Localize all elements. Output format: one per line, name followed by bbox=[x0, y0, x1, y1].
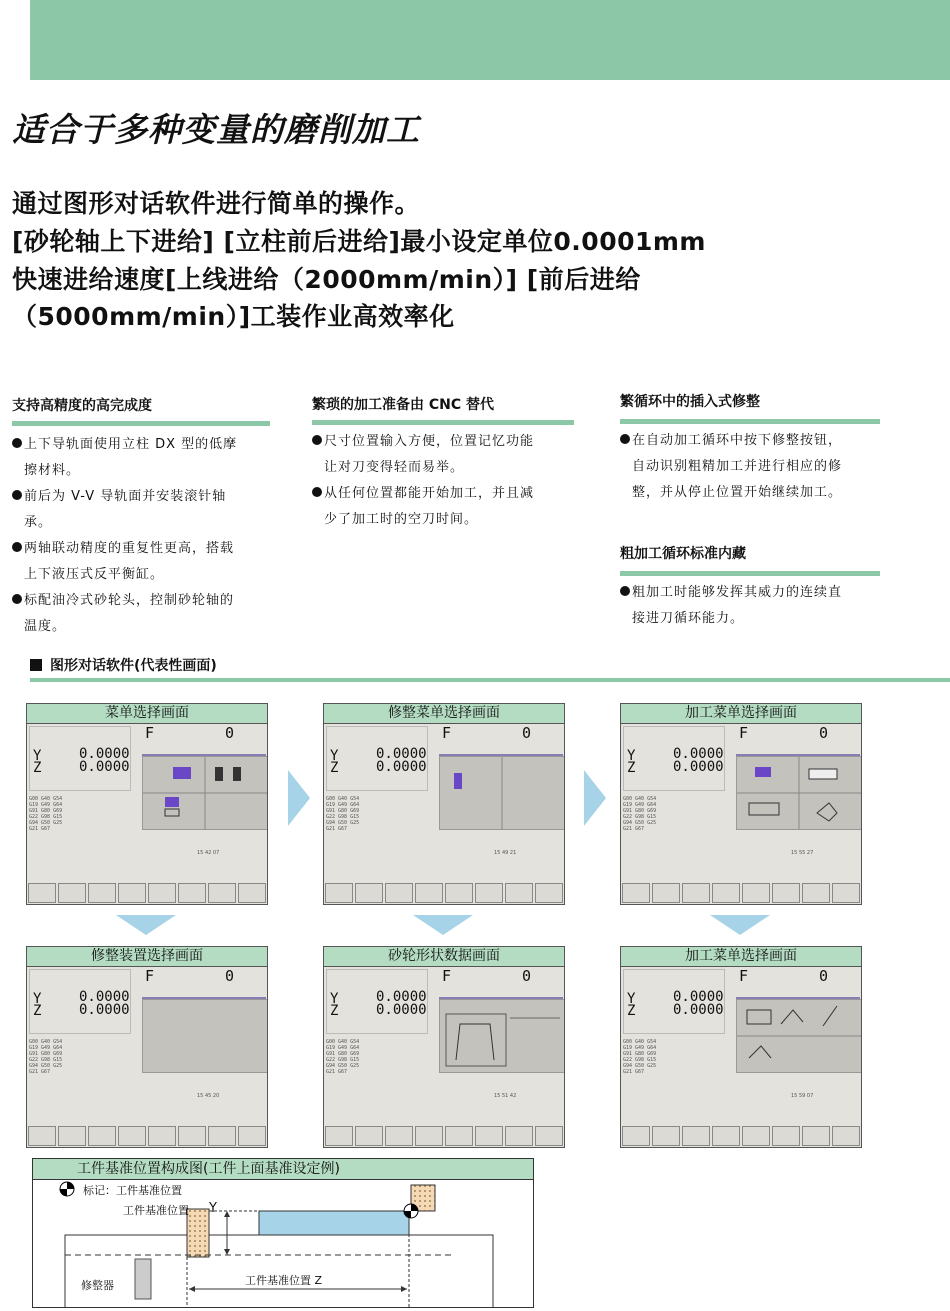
z-axis-label: Z bbox=[330, 1003, 339, 1019]
bullet-dot-icon bbox=[312, 487, 322, 497]
y-axis-label: Y bbox=[330, 991, 339, 1007]
y-value: 0.0000 bbox=[376, 746, 427, 762]
arrow-right-icon bbox=[584, 770, 606, 826]
list-item: 粗加工时能够发挥其威力的连续直 接进刀循环能力。 bbox=[620, 580, 880, 632]
screen-machining-menu-select bbox=[620, 703, 862, 905]
softkey[interactable] bbox=[742, 883, 770, 903]
arrow-right-icon bbox=[288, 770, 310, 826]
menu-panel bbox=[736, 999, 862, 1073]
softkey[interactable] bbox=[58, 1126, 86, 1146]
feature-column-2 bbox=[312, 394, 574, 533]
lead-line-2: [砂轮轴上下进给] [立柱前后进给]最小设定单位0.0001mm bbox=[12, 227, 706, 256]
softkey[interactable] bbox=[148, 1126, 176, 1146]
y-axis-label: Y bbox=[330, 748, 339, 764]
z-value: 0.0000 bbox=[79, 759, 130, 775]
clock-readout: 15 42 07 bbox=[197, 850, 220, 856]
wheel-shape-drawing bbox=[440, 1000, 564, 1072]
bullet-dot-icon bbox=[620, 586, 630, 596]
softkey[interactable] bbox=[802, 1126, 830, 1146]
softkey[interactable] bbox=[622, 883, 650, 903]
z-value: 0.0000 bbox=[376, 1002, 427, 1018]
square-bullet-icon bbox=[30, 659, 42, 671]
z-axis-label: Z bbox=[627, 760, 636, 776]
lead-line-3: 快速进给速度[上线进给（2000mm/min）] [前后进给 bbox=[12, 265, 641, 294]
screen-caption: 加工菜单选择画面 bbox=[621, 704, 861, 724]
y-value: 0.0000 bbox=[673, 746, 724, 762]
reference-position-diagram bbox=[32, 1158, 534, 1308]
diagram-title: 工件基准位置构成图(工件上面基准设定例) bbox=[33, 1159, 533, 1180]
feed-label: F bbox=[739, 967, 749, 985]
softkey[interactable] bbox=[355, 1126, 383, 1146]
z-value: 0.0000 bbox=[673, 1002, 724, 1018]
list-item: 上下导轨面使用立柱 DX 型的低摩 擦材料。 bbox=[12, 432, 270, 484]
arrow-down-icon bbox=[413, 915, 473, 935]
softkey[interactable] bbox=[772, 1126, 800, 1146]
column-rule bbox=[12, 421, 270, 426]
y-value: 0.0000 bbox=[673, 989, 724, 1005]
column-title: 粗加工循环标准内藏 bbox=[620, 546, 746, 562]
list-item: 两轴联动精度的重复性更高，搭载 上下液压式反平衡缸。 bbox=[12, 536, 270, 588]
menu-panel bbox=[439, 756, 565, 830]
arrow-down-icon bbox=[116, 915, 176, 935]
shape-panel bbox=[439, 999, 565, 1073]
softkey[interactable] bbox=[622, 1126, 650, 1146]
y-value: 0.0000 bbox=[79, 746, 130, 762]
screen-caption: 修整菜单选择画面 bbox=[324, 704, 564, 724]
z-axis-label: Z bbox=[330, 760, 339, 776]
softkey[interactable] bbox=[118, 1126, 146, 1146]
y-axis-label: Y bbox=[33, 991, 42, 1007]
feed-label: F bbox=[739, 724, 749, 742]
softkey[interactable] bbox=[832, 1126, 860, 1146]
softkey[interactable] bbox=[652, 1126, 680, 1146]
softkey[interactable] bbox=[415, 883, 443, 903]
softkey[interactable] bbox=[28, 883, 56, 903]
section-rule bbox=[30, 678, 950, 682]
screen-caption: 修整装置选择画面 bbox=[27, 947, 267, 967]
clock-readout: 15 45 20 bbox=[197, 1093, 220, 1099]
menu-icons bbox=[737, 757, 861, 829]
list-item: 尺寸位置输入方便，位置记忆功能 让对刀变得轻而易举。 bbox=[312, 429, 574, 481]
bullet-dot-icon bbox=[620, 434, 630, 444]
softkey[interactable] bbox=[475, 1126, 503, 1146]
softkey[interactable] bbox=[445, 1126, 473, 1146]
softkey[interactable] bbox=[325, 883, 353, 903]
gcode-list: G00 G40 G54 G19 G49 G64 G91 G80 G69 G22 G98 G15 G94 G50 G25 G21 G67 bbox=[623, 796, 657, 832]
softkey-row bbox=[621, 882, 861, 904]
softkey[interactable] bbox=[682, 1126, 710, 1146]
softkey-row bbox=[324, 1125, 564, 1147]
softkey[interactable] bbox=[415, 1126, 443, 1146]
softkey[interactable] bbox=[58, 883, 86, 903]
feed-value: 0 bbox=[522, 967, 532, 985]
y-axis-label: Y bbox=[627, 991, 636, 1007]
feature-column-4 bbox=[620, 543, 880, 632]
softkey-row bbox=[27, 882, 267, 904]
gcode-list: G00 G40 G54 G19 G49 G64 G91 G80 G69 G22 G98 G15 G94 G50 G25 G21 G67 bbox=[326, 1039, 360, 1075]
softkey[interactable] bbox=[355, 883, 383, 903]
menu-icons bbox=[440, 757, 564, 829]
softkey[interactable] bbox=[238, 1126, 266, 1146]
softkey[interactable] bbox=[88, 1126, 116, 1146]
screen-caption: 菜单选择画面 bbox=[27, 704, 267, 724]
feed-value: 0 bbox=[225, 967, 235, 985]
bullet-dot-icon bbox=[12, 594, 22, 604]
softkey[interactable] bbox=[652, 883, 680, 903]
softkey[interactable] bbox=[712, 883, 740, 903]
bullet-dot-icon bbox=[12, 542, 22, 552]
feed-value: 0 bbox=[522, 724, 532, 742]
screen-caption: 加工菜单选择画面 bbox=[621, 947, 861, 967]
gcode-list: G00 G40 G54 G19 G49 G64 G91 G80 G69 G22 G98 G15 G94 G50 G25 G21 G67 bbox=[29, 1039, 63, 1075]
page-title: 适合于多种变量的磨削加工 bbox=[12, 110, 420, 149]
softkey[interactable] bbox=[148, 883, 176, 903]
softkey[interactable] bbox=[445, 883, 473, 903]
feed-label: F bbox=[442, 724, 452, 742]
column-rule bbox=[312, 420, 574, 425]
softkey[interactable] bbox=[208, 883, 236, 903]
bullet-dot-icon bbox=[12, 490, 22, 500]
menu-panel bbox=[142, 756, 268, 830]
softkey[interactable] bbox=[772, 883, 800, 903]
bullet-dot-icon bbox=[12, 438, 22, 448]
clock-readout: 15 59 07 bbox=[791, 1093, 814, 1099]
column-rule bbox=[620, 571, 880, 576]
list-item: 在自动加工循环中按下修整按钮， 自动识别粗精加工并进行相应的修 整，并从停止位置开始继续加工。 bbox=[620, 428, 880, 506]
feed-label: F bbox=[145, 967, 155, 985]
softkey[interactable] bbox=[712, 1126, 740, 1146]
softkey[interactable] bbox=[832, 883, 860, 903]
softkey[interactable] bbox=[208, 1126, 236, 1146]
softkey[interactable] bbox=[88, 883, 116, 903]
feed-value: 0 bbox=[819, 724, 829, 742]
gcode-list: G00 G40 G54 G19 G49 G64 G91 G80 G69 G22 G98 G15 G94 G50 G25 G21 G67 bbox=[326, 796, 360, 832]
screen-caption: 砂轮形状数据画面 bbox=[324, 947, 564, 967]
softkey[interactable] bbox=[505, 883, 533, 903]
section-label: 图形对话软件(代表性画面) bbox=[30, 655, 217, 675]
label-reference-z: 工件基准位置 Z bbox=[245, 1274, 323, 1287]
y-value: 0.0000 bbox=[79, 989, 130, 1005]
feature-column-1 bbox=[12, 395, 270, 640]
bullet-list bbox=[312, 429, 574, 533]
label-dresser: 修整器 bbox=[81, 1279, 114, 1292]
clock-readout: 15 51 42 bbox=[494, 1093, 517, 1099]
y-axis-label: Y bbox=[627, 748, 636, 764]
screen-wheel-shape-data bbox=[323, 946, 565, 1148]
column-title: 繁琐的加工准备由 CNC 替代 bbox=[312, 397, 495, 413]
bullet-list bbox=[620, 580, 880, 632]
softkey-row bbox=[324, 882, 564, 904]
softkey-row bbox=[27, 1125, 267, 1147]
softkey[interactable] bbox=[238, 883, 266, 903]
softkey[interactable] bbox=[535, 883, 563, 903]
gcode-list: G00 G40 G54 G19 G49 G64 G91 G80 G69 G22 G98 G15 G94 G50 G25 G21 G67 bbox=[623, 1039, 657, 1075]
z-axis-label: Z bbox=[33, 760, 42, 776]
menu-panel bbox=[736, 756, 862, 830]
y-letter: Y bbox=[209, 1201, 217, 1216]
menu-icons bbox=[737, 1000, 861, 1072]
bullet-list bbox=[620, 428, 880, 506]
column-rule bbox=[620, 419, 880, 424]
screen-menu-select bbox=[26, 703, 268, 905]
column-title: 繁循环中的插入式修整 bbox=[620, 394, 760, 410]
y-value: 0.0000 bbox=[376, 989, 427, 1005]
menu-icons bbox=[143, 757, 267, 829]
softkey-row bbox=[621, 1125, 861, 1147]
arrow-down-icon bbox=[710, 915, 770, 935]
softkey[interactable] bbox=[505, 1126, 533, 1146]
z-axis-label: Z bbox=[33, 1003, 42, 1019]
feed-value: 0 bbox=[819, 967, 829, 985]
clock-readout: 15 49 21 bbox=[494, 850, 517, 856]
feature-column-3 bbox=[620, 391, 880, 506]
feed-label: F bbox=[442, 967, 452, 985]
menu-panel bbox=[142, 999, 268, 1073]
feed-value: 0 bbox=[225, 724, 235, 742]
softkey[interactable] bbox=[178, 883, 206, 903]
softkey[interactable] bbox=[118, 883, 146, 903]
bullet-list bbox=[12, 432, 270, 640]
list-item: 标配油冷式砂轮头，控制砂轮轴的 温度。 bbox=[12, 588, 270, 640]
screen-machining-menu-select-2 bbox=[620, 946, 862, 1148]
z-value: 0.0000 bbox=[673, 759, 724, 775]
z-value: 0.0000 bbox=[376, 759, 427, 775]
gcode-list: G00 G40 G54 G19 G49 G64 G91 G80 G69 G22 G98 G15 G94 G50 G25 G21 G67 bbox=[29, 796, 63, 832]
softkey[interactable] bbox=[475, 883, 503, 903]
list-item: 前后为 V-V 导轨面并安装滚针轴 承。 bbox=[12, 484, 270, 536]
screen-dress-menu-select bbox=[323, 703, 565, 905]
softkey[interactable] bbox=[385, 1126, 413, 1146]
label-reference-y: 工件基准位置 bbox=[123, 1204, 189, 1217]
clock-readout: 15 55 27 bbox=[791, 850, 814, 856]
softkey[interactable] bbox=[325, 1126, 353, 1146]
softkey[interactable] bbox=[28, 1126, 56, 1146]
column-title: 支持高精度的高完成度 bbox=[12, 398, 152, 414]
list-item: 从任何位置都能开始加工，并且减 少了加工时的空刀时间。 bbox=[312, 481, 574, 533]
lead-line-1: 通过图形对话软件进行简单的操作。 bbox=[12, 189, 421, 218]
feed-label: F bbox=[145, 724, 155, 742]
softkey[interactable] bbox=[682, 883, 710, 903]
softkey[interactable] bbox=[385, 883, 413, 903]
softkey[interactable] bbox=[535, 1126, 563, 1146]
softkey[interactable] bbox=[742, 1126, 770, 1146]
diagram-legend: 标记：工件基准位置 bbox=[83, 1184, 182, 1197]
lead-line-4: （5000mm/min）]工装作业高效率化 bbox=[12, 302, 455, 331]
y-axis-label: Y bbox=[33, 748, 42, 764]
bullet-dot-icon bbox=[312, 435, 322, 445]
softkey[interactable] bbox=[178, 1126, 206, 1146]
z-axis-label: Z bbox=[627, 1003, 636, 1019]
z-value: 0.0000 bbox=[79, 1002, 130, 1018]
softkey[interactable] bbox=[802, 883, 830, 903]
header-band bbox=[30, 0, 950, 80]
screen-dresser-select bbox=[26, 946, 268, 1148]
